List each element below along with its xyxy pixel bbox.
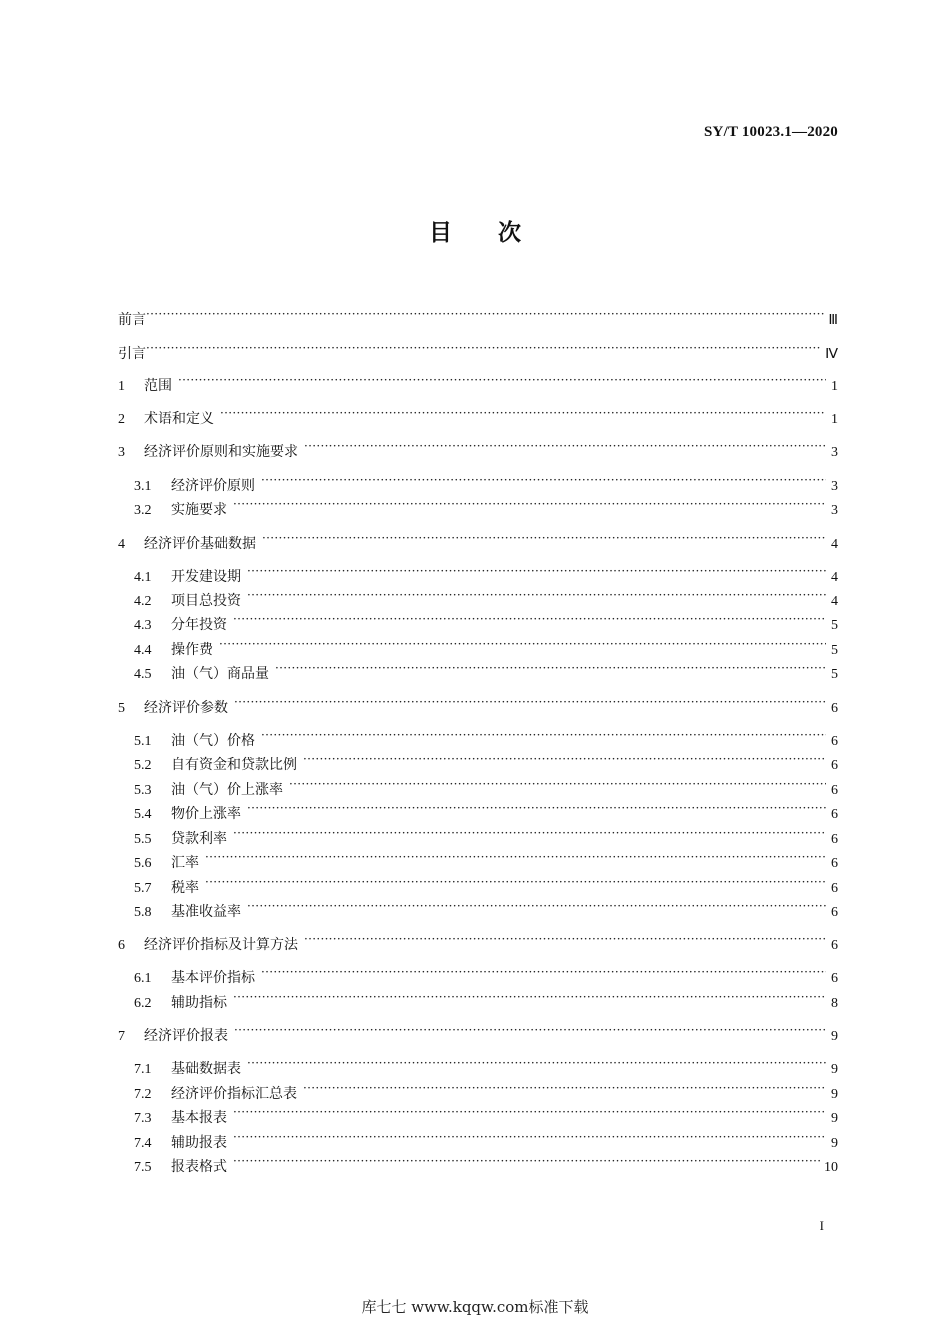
- toc-entry-title: 油（气）价格: [171, 733, 255, 749]
- dot-leader: [205, 872, 826, 892]
- toc-entry-title: 报表格式: [171, 1159, 227, 1175]
- dot-leader: [233, 1127, 826, 1147]
- toc-entry[interactable]: [118, 561, 838, 588]
- toc-entry-page: 6: [831, 734, 838, 749]
- toc-entry[interactable]: [118, 774, 838, 801]
- toc-entry-title: 分年投资: [171, 617, 227, 633]
- toc-entry[interactable]: [118, 370, 838, 397]
- toc-entry-number: 4.4: [134, 643, 152, 658]
- toc-entry-number: 5.6: [134, 856, 152, 871]
- toc-entry[interactable]: [118, 725, 838, 752]
- toc-entry-number: 4.5: [134, 667, 152, 682]
- toc-entry-number: 6.1: [134, 971, 152, 986]
- toc-entry-title: 油（气）价上涨率: [171, 782, 283, 798]
- toc-entry-title: 汇率: [171, 855, 199, 871]
- dot-leader: [303, 749, 826, 769]
- toc-entry[interactable]: [118, 847, 838, 874]
- toc-entry-title: 引言: [118, 346, 146, 362]
- toc-entry-page: 4: [831, 570, 838, 585]
- toc-entry-title: 经济评价参数: [144, 700, 228, 716]
- dot-leader: [233, 1102, 826, 1122]
- dot-leader: [247, 1053, 826, 1073]
- toc-entry-page: 6: [831, 856, 838, 871]
- toc-entry-number: 7.5: [134, 1160, 152, 1175]
- toc-entry-page: 9: [831, 1029, 838, 1044]
- toc-entry-page: 3: [831, 479, 838, 494]
- toc-entry-number: 5.1: [134, 734, 152, 749]
- toc-entry[interactable]: [118, 1020, 838, 1047]
- toc-entry-number: 2: [118, 412, 125, 427]
- toc-entry[interactable]: [118, 403, 838, 430]
- toc-entry-number: 5.8: [134, 905, 152, 920]
- toc-entry-number: 7.4: [134, 1136, 152, 1151]
- dot-leader: [178, 370, 826, 390]
- toc-entry[interactable]: [118, 470, 838, 497]
- dot-leader: [261, 725, 826, 745]
- page-number: I: [819, 1218, 824, 1233]
- toc-entry-title: 范围: [144, 378, 172, 394]
- toc-entry-number: 5.7: [134, 881, 152, 896]
- toc-entry-page: Ⅲ: [828, 313, 838, 328]
- toc-entry-number: 4.3: [134, 618, 152, 633]
- toc-entry-number: 7: [118, 1029, 125, 1044]
- toc-entry-title: 油（气）商品量: [171, 666, 269, 682]
- toc-entry-number: 4.1: [134, 570, 152, 585]
- toc-entry-title: 实施要求: [171, 502, 227, 518]
- toc-entry-number: 5.2: [134, 758, 152, 773]
- toc-entry-page: 6: [831, 881, 838, 896]
- toc-entry-page: 6: [831, 758, 838, 773]
- toc-entry[interactable]: [118, 929, 838, 956]
- standard-code: SY/T 10023.1—2020: [704, 124, 838, 140]
- toc-entry-page: 9: [831, 1136, 838, 1151]
- toc-entry-title: 基础数据表: [171, 1061, 241, 1077]
- toc-entry-title: 基本报表: [171, 1110, 227, 1126]
- toc-entry-title: 税率: [171, 880, 199, 896]
- dot-leader: [233, 1151, 820, 1171]
- toc-entry[interactable]: [118, 962, 838, 989]
- toc-entry-title: 辅助指标: [171, 995, 227, 1011]
- toc-entry-page: 5: [831, 618, 838, 633]
- toc-entry[interactable]: [118, 872, 838, 899]
- toc-entry[interactable]: [118, 1053, 838, 1080]
- toc-entry[interactable]: [118, 1151, 838, 1178]
- toc-entry[interactable]: [118, 436, 838, 463]
- toc-entry-title: 物价上涨率: [171, 806, 241, 822]
- toc-entry-number: 5.5: [134, 832, 152, 847]
- toc-entry-page: Ⅳ: [825, 347, 838, 362]
- toc-entry-number: 3: [118, 445, 125, 460]
- dot-leader: [220, 403, 826, 423]
- toc-entry[interactable]: [118, 1078, 838, 1105]
- toc-entry-title: 操作费: [171, 642, 213, 658]
- toc-entry[interactable]: [118, 798, 838, 825]
- toc-entry-number: 4: [118, 537, 125, 552]
- toc-entry-title: 前言: [118, 312, 146, 328]
- toc-entry-number: 5: [118, 701, 125, 716]
- toc-entry[interactable]: [118, 749, 838, 776]
- toc-entry-number: 5.3: [134, 783, 152, 798]
- toc-entry-page: 6: [831, 807, 838, 822]
- toc-entry[interactable]: [118, 304, 838, 331]
- dot-leader: [233, 823, 826, 843]
- toc-entry-page: 6: [831, 938, 838, 953]
- toc-entry-title: 经济评价基础数据: [144, 536, 256, 552]
- dot-leader: [275, 658, 826, 678]
- toc-entry[interactable]: [118, 823, 838, 850]
- dot-leader: [234, 1020, 826, 1040]
- toc-entry-page: 8: [831, 996, 838, 1011]
- toc-entry[interactable]: [118, 585, 838, 612]
- toc-entry-page: 9: [831, 1087, 838, 1102]
- toc-entry-number: 7.1: [134, 1062, 152, 1077]
- toc-entry[interactable]: [118, 634, 838, 661]
- toc-entry-page: 10: [824, 1160, 838, 1175]
- dot-leader: [304, 929, 826, 949]
- toc-entry[interactable]: [118, 528, 838, 555]
- toc-entry-title: 基准收益率: [171, 904, 241, 920]
- toc-entry[interactable]: [118, 987, 838, 1014]
- toc-entry-page: 1: [831, 412, 838, 427]
- toc-entry-number: 6.2: [134, 996, 152, 1011]
- dot-leader: [247, 561, 826, 581]
- toc-entry-page: 1: [831, 379, 838, 394]
- dot-leader: [303, 1078, 826, 1098]
- page-title: 目 次: [428, 220, 521, 246]
- toc-entry[interactable]: [118, 896, 838, 923]
- toc-entry-title: 经济评价指标汇总表: [171, 1086, 297, 1102]
- toc-entry-title: 项目总投资: [171, 593, 241, 609]
- toc-entry-number: 7.3: [134, 1111, 152, 1126]
- dot-leader: [247, 896, 826, 916]
- dot-leader: [304, 436, 826, 456]
- toc-entry-page: 9: [831, 1111, 838, 1126]
- dot-leader: [146, 338, 821, 358]
- dot-leader: [146, 304, 824, 324]
- toc-entry-page: 6: [831, 701, 838, 716]
- dot-leader: [233, 609, 826, 629]
- dot-leader: [233, 494, 826, 514]
- toc-entry[interactable]: [118, 1102, 838, 1129]
- toc-entry-title: 经济评价指标及计算方法: [144, 937, 298, 953]
- dot-leader: [205, 847, 826, 867]
- toc-entry[interactable]: [118, 494, 838, 521]
- toc-entry-page: 3: [831, 445, 838, 460]
- toc-entry-title: 术语和定义: [144, 411, 214, 427]
- toc-entry-title: 开发建设期: [171, 569, 241, 585]
- toc-entry[interactable]: [118, 1127, 838, 1154]
- dot-leader: [289, 774, 826, 794]
- toc-entry-page: 6: [831, 832, 838, 847]
- toc-entry-title: 经济评价原则和实施要求: [144, 444, 298, 460]
- dot-leader: [261, 470, 826, 490]
- toc-entry-page: 9: [831, 1062, 838, 1077]
- dot-leader: [247, 798, 826, 818]
- toc-entry-page: 5: [831, 667, 838, 682]
- toc-entry[interactable]: [118, 692, 838, 719]
- toc-entry-title: 辅助报表: [171, 1135, 227, 1151]
- toc-entry-page: 6: [831, 905, 838, 920]
- toc-entry-page: 5: [831, 643, 838, 658]
- dot-leader: [261, 962, 826, 982]
- toc-entry-page: 4: [831, 537, 838, 552]
- toc-entry-title: 基本评价指标: [171, 970, 255, 986]
- toc-entry[interactable]: [118, 658, 838, 685]
- toc-entry-page: 6: [831, 783, 838, 798]
- table-of-contents: [118, 0, 838, 1333]
- toc-entry-page: 4: [831, 594, 838, 609]
- toc-entry[interactable]: [118, 338, 838, 365]
- toc-entry-number: 3.2: [134, 503, 152, 518]
- toc-entry-title: 贷款利率: [171, 831, 227, 847]
- toc-entry-number: 6: [118, 938, 125, 953]
- dot-leader: [247, 585, 826, 605]
- toc-entry-number: 5.4: [134, 807, 152, 822]
- toc-entry-number: 1: [118, 379, 125, 394]
- dot-leader: [233, 987, 826, 1007]
- toc-entry-title: 自有资金和贷款比例: [171, 757, 297, 773]
- dot-leader: [262, 528, 826, 548]
- toc-entry-page: 3: [831, 503, 838, 518]
- toc-entry-title: 经济评价报表: [144, 1028, 228, 1044]
- toc-entry-number: 4.2: [134, 594, 152, 609]
- dot-leader: [219, 634, 826, 654]
- toc-entry-number: 7.2: [134, 1087, 152, 1102]
- toc-entry-page: 6: [831, 971, 838, 986]
- toc-entry-number: 3.1: [134, 479, 152, 494]
- toc-entry-title: 经济评价原则: [171, 478, 255, 494]
- toc-entry[interactable]: [118, 609, 838, 636]
- watermark: 库七七 www.kqqw.com标准下载: [361, 1298, 589, 1316]
- dot-leader: [234, 692, 826, 712]
